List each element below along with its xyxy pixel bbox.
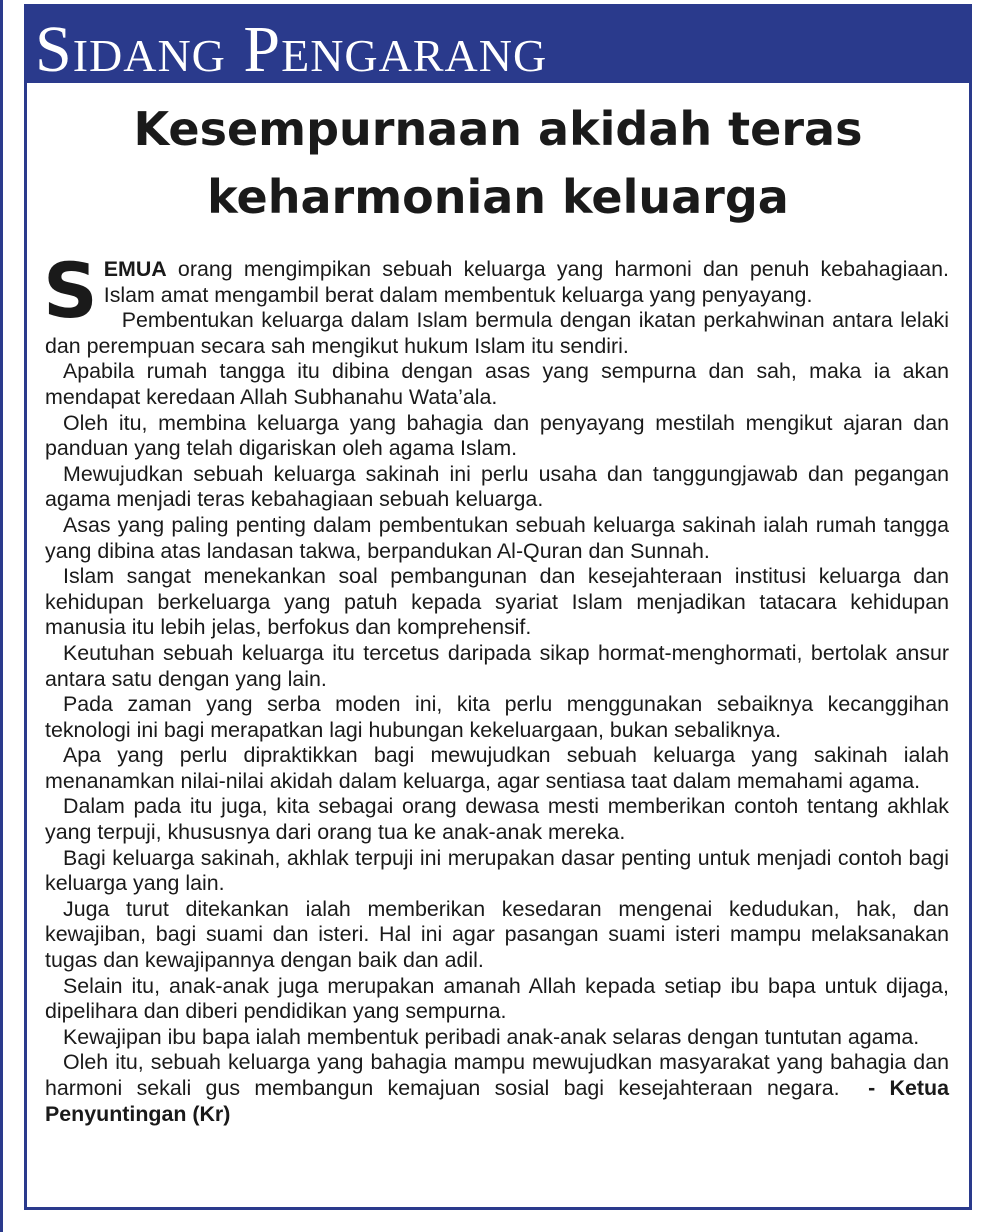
paragraph: Apabila rumah tangga itu dibina dengan asas yang sempurna dan sah, maka ia akan mendapat keredaan Allah Subhanahu Wata’ala.: [45, 359, 949, 409]
paragraph: Oleh itu, membina keluarga yang bahagia dan penyayang mestilah mengikut ajaran dan panduan yang telah digariskan oleh agama Islam.: [45, 410, 949, 461]
column-title: Sidang Pengarang: [35, 13, 548, 83]
lead-word: EMUA: [103, 257, 167, 281]
closing-paragraph: [45, 1050, 949, 1127]
article-headline: [27, 95, 969, 231]
headline-line-1: Kesempurnaan akidah teras: [133, 102, 863, 156]
paragraph: Bagi keluarga sakinah, akhlak terpuji ini merupakan dasar penting untuk menjadi contoh bagi keluarga yang lain.: [45, 845, 949, 896]
paragraph: Asas yang paling penting dalam pembentukan sebuah keluarga sakinah ialah rumah tangga yang dibina atas landasan takwa, berpandukan Al-Quran dan Sunnah.: [45, 512, 949, 563]
paragraph: Selain itu, anak-anak juga merupakan amanah Allah kepada setiap ibu bapa untuk dijaga, dipelihara dan diberi pendidikan yang sempurna.: [45, 973, 949, 1024]
paragraph: Kewajipan ibu bapa ialah membentuk peribadi anak-anak selaras dengan tuntutan agama.: [63, 1024, 920, 1049]
paragraph: Mewujudkan sebuah keluarga sakinah ini perlu usaha dan tanggungjawab dan pegangan agama menjadi teras kebahagiaan sebuah keluarga.: [45, 461, 949, 512]
column-banner: [27, 7, 969, 83]
page-edge-rule: [0, 0, 3, 1232]
paragraph: Apa yang perlu dipraktikkan bagi mewujudkan sebuah keluarga yang sakinah ialah menanamkan nilai-nilai akidah dalam keluarga, agar sentiasa taat dalam memahami agama.: [45, 743, 949, 793]
closing-text: Oleh itu, sebuah keluarga yang bahagia mampu mewujudkan masyarakat yang bahagia dan harmoni sekali gus membangun kemajuan sosial bagi kesejahteraan negara.: [45, 1050, 949, 1100]
headline-line-2: keharmonian keluarga: [207, 170, 789, 224]
paragraph: Pembentukan keluarga dalam Islam bermula dengan ikatan perkahwinan antara lelaki dan perempuan secara sah mengikut hukum Islam itu sendiri.: [45, 308, 949, 358]
paragraph: Pada zaman yang serba moden ini, kita perlu menggunakan sebaiknya kecanggihan teknologi ini bagi merapatkan lagi hubungan kekeluargaan, bukan sebaliknya.: [45, 692, 949, 742]
lead-text: orang mengimpikan sebuah keluarga yang harmoni dan penuh kebahagiaan. Islam amat mengambil berat dalam membentuk keluarga yang penyayang.: [103, 257, 949, 307]
paragraph: Keutuhan sebuah keluarga itu tercetus daripada sikap hormat-menghormati, bertolak ansur antara satu dengan yang lain.: [45, 640, 949, 691]
author-signoff: - Ketua Penyuntingan (Kr): [45, 1076, 949, 1126]
editorial-column: [24, 4, 972, 1210]
paragraph: Islam sangat menekankan soal pembangunan dan kesejahteraan institusi keluarga dan kehidupan berkeluarga yang patuh kepada syariat Islam menjadikan tatacara kehidupan manusia itu lebih jelas, berfokus dan komprehensif.: [45, 564, 949, 640]
drop-cap: S: [43, 246, 98, 335]
paragraph: Juga turut ditekankan ialah memberikan kesedaran mengenai kedudukan, hak, dan kewajiban, bagi suami dan isteri. Hal ini agar pasangan suami isteri mampu melaksanakan tugas dan kewajipannya dengan baik dan adil.: [45, 896, 949, 973]
article-body: [43, 246, 949, 1127]
paragraph: Dalam pada itu juga, kita sebagai orang dewasa mesti memberikan contoh tentang akhlak yang terpuji, khususnya dari orang tua ke anak-anak mereka.: [45, 794, 949, 845]
